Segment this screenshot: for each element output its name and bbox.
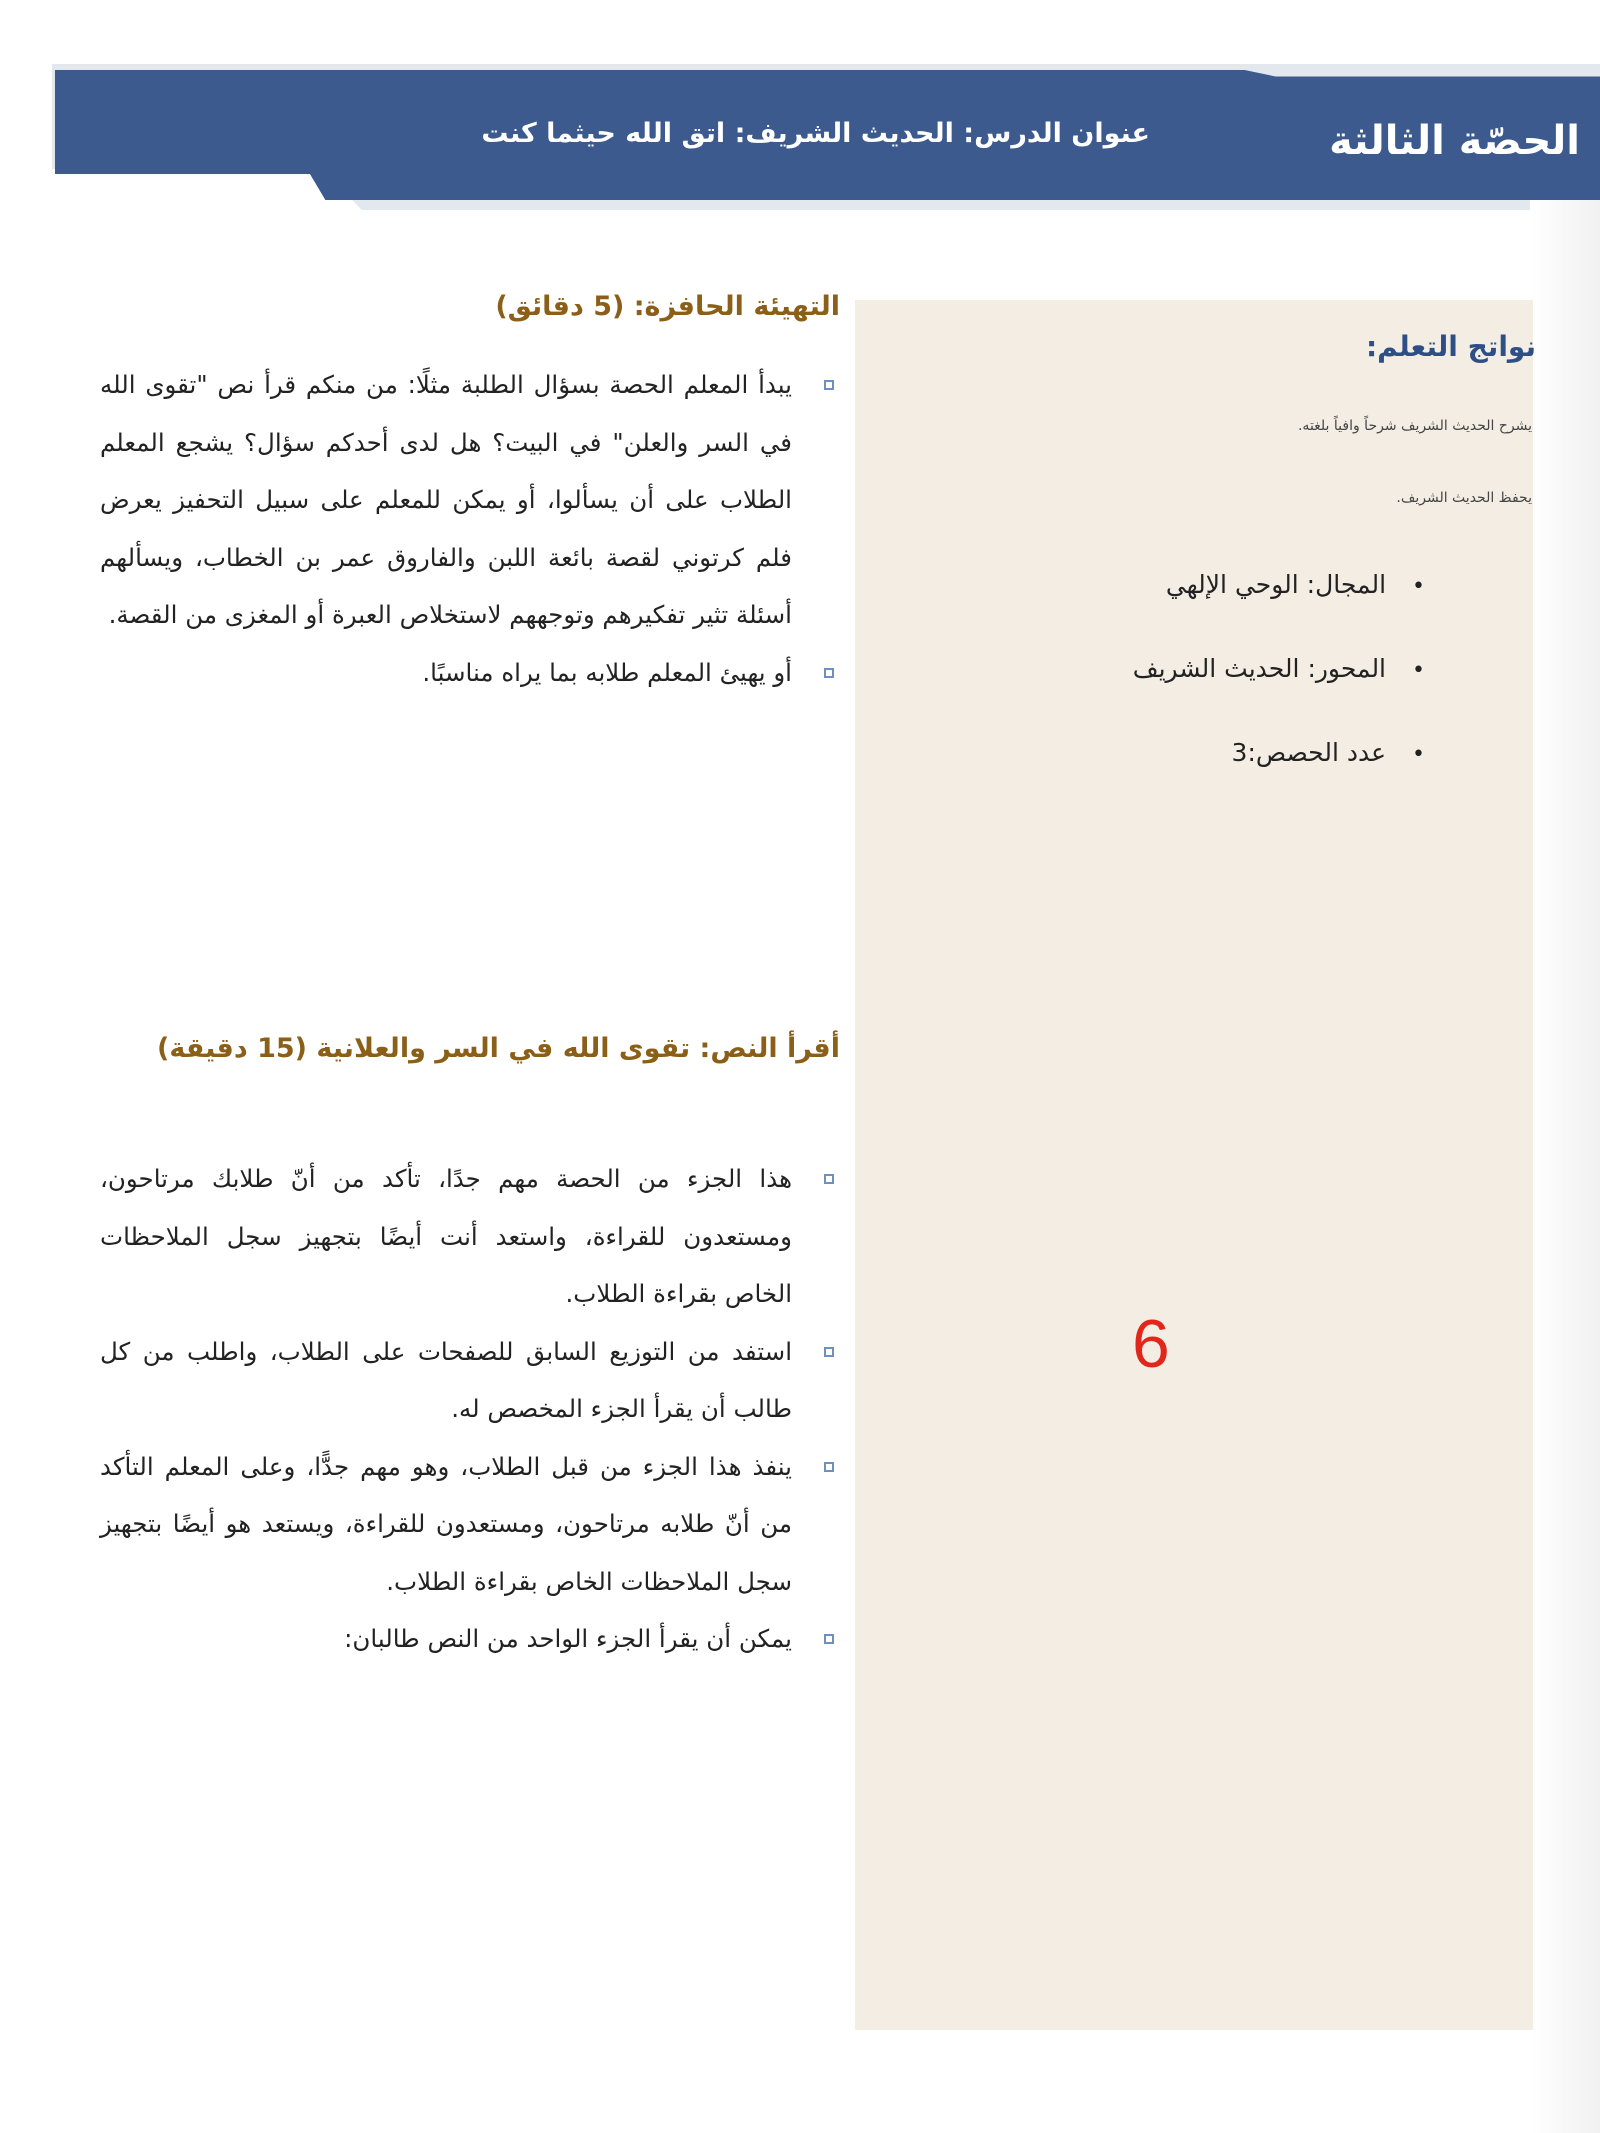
reading-item: استفد من التوزيع السابق للصفحات على الطلاب، واطلب من كل طالب أن يقرأ الجزء المخصص له.	[100, 1323, 840, 1438]
page-edge	[1530, 200, 1600, 2133]
page-number: 6	[1132, 1306, 1170, 1382]
lesson-info-list	[865, 565, 1425, 817]
outcome-1: يشرح الحديث الشريف شرحاً وافياً بلغته.	[1297, 418, 1532, 434]
lesson-title: عنوان الدرس: الحديث الشريف: اتق الله حيثما كنت	[481, 118, 1150, 149]
info-sessions: • عدد الحصص:3	[865, 733, 1425, 817]
reading-list	[100, 1150, 840, 1668]
reading-heading: أقرأ النص: تقوى الله في السر والعلانية (15 دقيقة)	[156, 1033, 840, 1064]
outcomes-heading: نواتج التعلم:	[1365, 330, 1536, 363]
reading-item: هذا الجزء من الحصة مهم جدًا، تأكد من أنّ طلابك مرتاحون، ومستعدون للقراءة، واستعد أنت أيضًا بتجهيز سجل الملاحظات الخاص بقراءة الطلاب.	[100, 1150, 840, 1323]
warmup-item: أو يهيئ المعلم طلابه بما يراه مناسبًا.	[100, 644, 840, 702]
info-domain: • المجال: الوحي الإلهي	[865, 565, 1425, 649]
warmup-item: يبدأ المعلم الحصة بسؤال الطلبة مثلًا: من منكم قرأ نص "تقوى الله في السر والعلن" في البيت؟ هل لدى أحدكم سؤال؟ يشجع المعلم الطلاب على أن يسألوا، أو يمكن للمعلم على سبيل التحفيز يعرض فلم كرتوني لقصة بائعة اللبن والفاروق عمر بن الخطاب، ويسألهم أسئلة تثير تفكيرهم وتوجههم لاستخلاص العبرة أو المغزى من القصة.	[100, 356, 840, 644]
warmup-list	[100, 356, 840, 701]
reading-item: ينفذ هذا الجزء من قبل الطلاب، وهو مهم جدًّا، وعلى المعلم التأكد من أنّ طلابه مرتاحون، ومستعدون للقراءة، ويستعد هو أيضًا بتجهيز سجل الملاحظات الخاص بقراءة الطلاب.	[100, 1438, 840, 1611]
warmup-heading: التهيئة الحافزة: (5 دقائق)	[495, 291, 840, 322]
info-axis: • المحور: الحديث الشريف	[865, 649, 1425, 733]
reading-item: يمكن أن يقرأ الجزء الواحد من النص طالبان:	[100, 1610, 840, 1668]
outcome-2: يحفظ الحديث الشريف.	[1396, 490, 1532, 506]
sidebar-panel	[855, 300, 1533, 2030]
session-title: الحصّة الثالثة	[1329, 118, 1580, 164]
